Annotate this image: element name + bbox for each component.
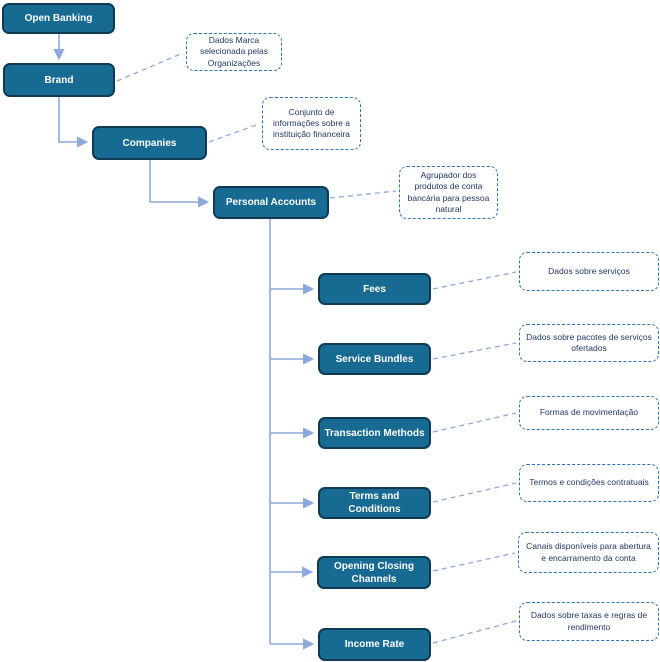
node-label: Terms and Conditions (348, 491, 401, 515)
annotation-link-brand (117, 53, 183, 81)
node-label: Brand (44, 74, 74, 86)
connector-companies-to-personal-accounts (150, 160, 207, 202)
annotation-link-fees (433, 272, 516, 289)
annotation-link-companies (209, 124, 259, 142)
node-label: Fees (363, 283, 386, 295)
node-service-bundles (318, 343, 431, 375)
annotation-text: Dados sobre taxas e regras de rendimento (530, 610, 648, 632)
annotation-text: Canais disponíveis para abertura e encarramento da conta (526, 541, 651, 563)
annotation-text: Dados Marca selecionada pelas Organizações (199, 35, 269, 68)
node-open-banking (2, 3, 115, 34)
node-terms-and-conditions (318, 487, 431, 519)
annotation-service-bundles (519, 324, 659, 362)
node-label: Companies (122, 137, 177, 149)
annotation-companies (262, 97, 361, 150)
node-label: Service Bundles (335, 353, 414, 365)
annotation-text: Termos e condições contratuais (529, 477, 649, 488)
node-label: Transaction Methods (324, 427, 425, 439)
node-label: Income Rate (344, 639, 405, 650)
annotation-link-personal-accounts (330, 191, 396, 198)
node-companies (92, 126, 207, 160)
connector-brand-to-companies (59, 97, 86, 142)
annotation-income-rate (519, 602, 659, 641)
annotation-link-opening-closing-channels (433, 553, 515, 571)
annotation-transaction-methods (519, 396, 659, 430)
annotation-text: Dados sobre serviços (548, 265, 630, 276)
annotation-personal-accounts (399, 166, 498, 219)
annotation-link-terms-and-conditions (433, 483, 516, 502)
node-brand (3, 63, 115, 97)
annotation-link-transaction-methods (433, 413, 516, 432)
node-personal-accounts (213, 186, 329, 219)
annotation-brand (186, 33, 282, 71)
annotation-opening-closing-channels (518, 532, 659, 573)
annotation-terms-and-conditions (519, 464, 659, 502)
annotation-text: Conjunto de informações sobre a instituição financeira (272, 106, 350, 140)
node-income-rate (318, 628, 431, 661)
annotation-link-service-bundles (433, 343, 516, 359)
node-fees (318, 273, 431, 305)
annotation-link-income-rate (433, 621, 516, 643)
node-transaction-methods (318, 417, 431, 449)
annotation-text: Formas de movimentação (539, 407, 639, 418)
node-label: Opening Closing Channels (334, 560, 414, 585)
node-label: Open Banking (24, 13, 93, 24)
annotation-fees (519, 252, 659, 291)
node-label: Personal Accounts (225, 197, 317, 208)
annotation-text: Agrupador dos produtos de conta bancária para pessoa natural (407, 170, 490, 214)
annotation-text: Dados sobre pacotes de serviços ofertados (526, 331, 652, 353)
node-opening-closing-channels (317, 556, 431, 589)
